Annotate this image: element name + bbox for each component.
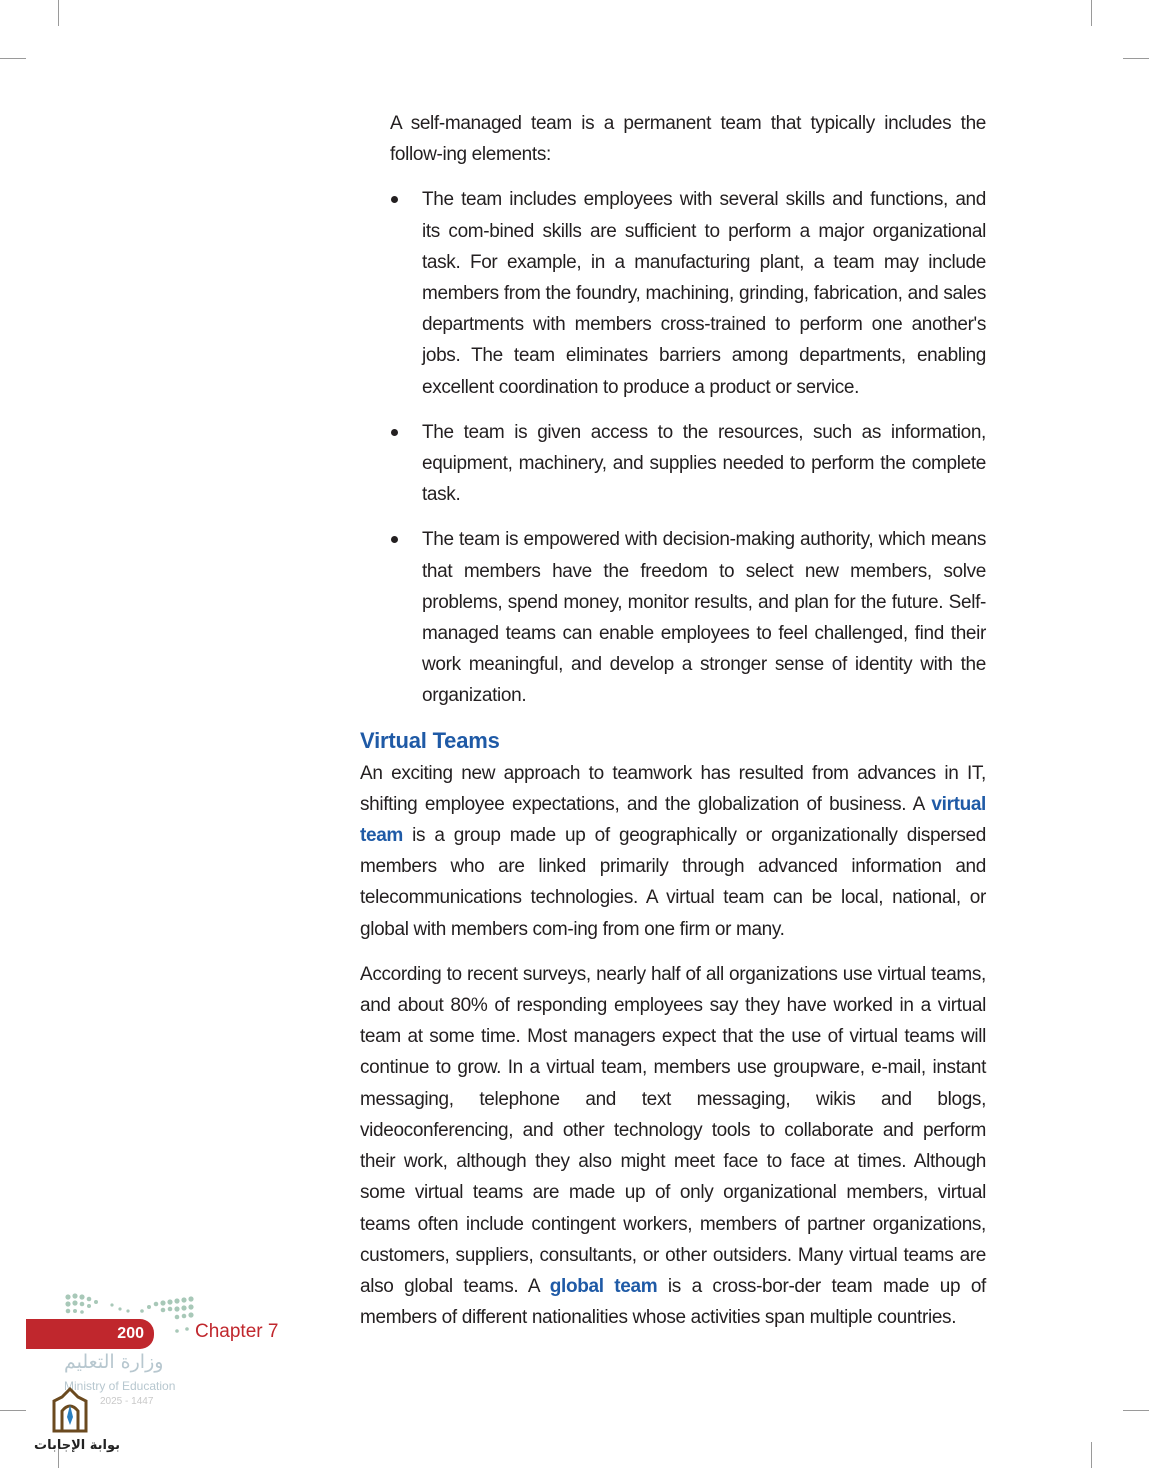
ministry-name-english: Ministry of Education xyxy=(64,1379,176,1393)
intro-paragraph: A self-managed team is a permanent team that typically includes the follow-ing elements: xyxy=(390,113,986,166)
crop-mark xyxy=(0,58,26,59)
paragraph-text: is a group made up of geographically or organizationally dispersed members who are linked primarily through advanced information and telecommunications technologies. A virtual team can be local, national, or global with members com-ing from one firm or many. xyxy=(360,825,986,940)
chapter-label: Chapter 7 xyxy=(195,1321,279,1342)
global-team-paragraph xyxy=(360,959,986,1333)
virtual-team-paragraph xyxy=(360,758,986,945)
portal-name-arabic: بوابة الإجابات xyxy=(34,1438,120,1453)
crop-mark xyxy=(1123,1410,1149,1411)
edition-year: 2025 - 1447 xyxy=(100,1396,154,1407)
page-content xyxy=(360,108,986,1347)
list-item xyxy=(360,417,986,511)
list-item-text: The team is given access to the resources, such as information, equipment, machinery, and supplies needed to perform the complete task. xyxy=(422,421,986,506)
key-term: global team xyxy=(549,1275,658,1297)
list-item-text: The team includes employees with several skills and functions, and its com-bined skills are sufficient to perform a major organizational task. For example, in a manufacturing plant, a team may include members from the foundry, machining, grinding, fabrication, and sales departments with members cross-trained to perform one another's jobs. The team eliminates barriers among departments, enabling excellent coordination to produce a product or service. xyxy=(422,189,986,398)
crop-mark xyxy=(1091,0,1092,26)
paragraph-text: According to recent surveys, nearly half of all organizations use virtual teams, and about 80% of responding employees say they have worked in a virtual team at some time. Most managers expect that the use of virtual teams will continue to grow. In a virtual team, members use groupware, e-mail, instant messaging, telephone and text messaging, wikis and blogs, videoconferencing, and other technology tools to collaborate and perform their work, although they also might meet face to face at times. Although some virtual teams are made up of only organizational members, virtual teams often include contingent workers, members of partner organizations, customers, suppliers, consultants, or other outsiders. Many virtual teams are also global teams. A xyxy=(360,963,986,1297)
page-number-tab xyxy=(26,1319,154,1349)
crop-mark xyxy=(1123,58,1149,59)
bullet-icon xyxy=(391,196,398,203)
crop-mark xyxy=(1091,1442,1092,1468)
element-list xyxy=(360,184,986,711)
crop-mark xyxy=(58,0,59,26)
paragraph-text: is a cross-bor-der team made up of members of different nationalities whose activities span multiple countries. xyxy=(360,1275,986,1329)
ministry-name-arabic: وزارة التعليم xyxy=(64,1351,164,1373)
bullet-icon xyxy=(391,429,398,436)
list-item xyxy=(360,184,986,402)
list-item xyxy=(360,524,986,711)
bullet-icon xyxy=(391,536,398,543)
list-item-text: The team is empowered with decision-making authority, which means that members have the freedom to select new members, solve problems, spend money, monitor results, and plan for the future. Self-managed teams can enable employees to feel challenged, find their work meaningful, and develop a stronger sense of identity with the organization. xyxy=(422,529,986,707)
paragraph-text: An exciting new approach to teamwork has resulted from advances in IT, shifting employee expectations, and the globalization of business. A xyxy=(360,762,986,815)
portal-lantern-icon xyxy=(46,1387,94,1437)
page-footer xyxy=(0,1285,420,1468)
key-term: virtual team xyxy=(360,793,986,847)
section-heading: Virtual Teams xyxy=(360,727,500,753)
page-number: 200 xyxy=(117,1325,144,1342)
